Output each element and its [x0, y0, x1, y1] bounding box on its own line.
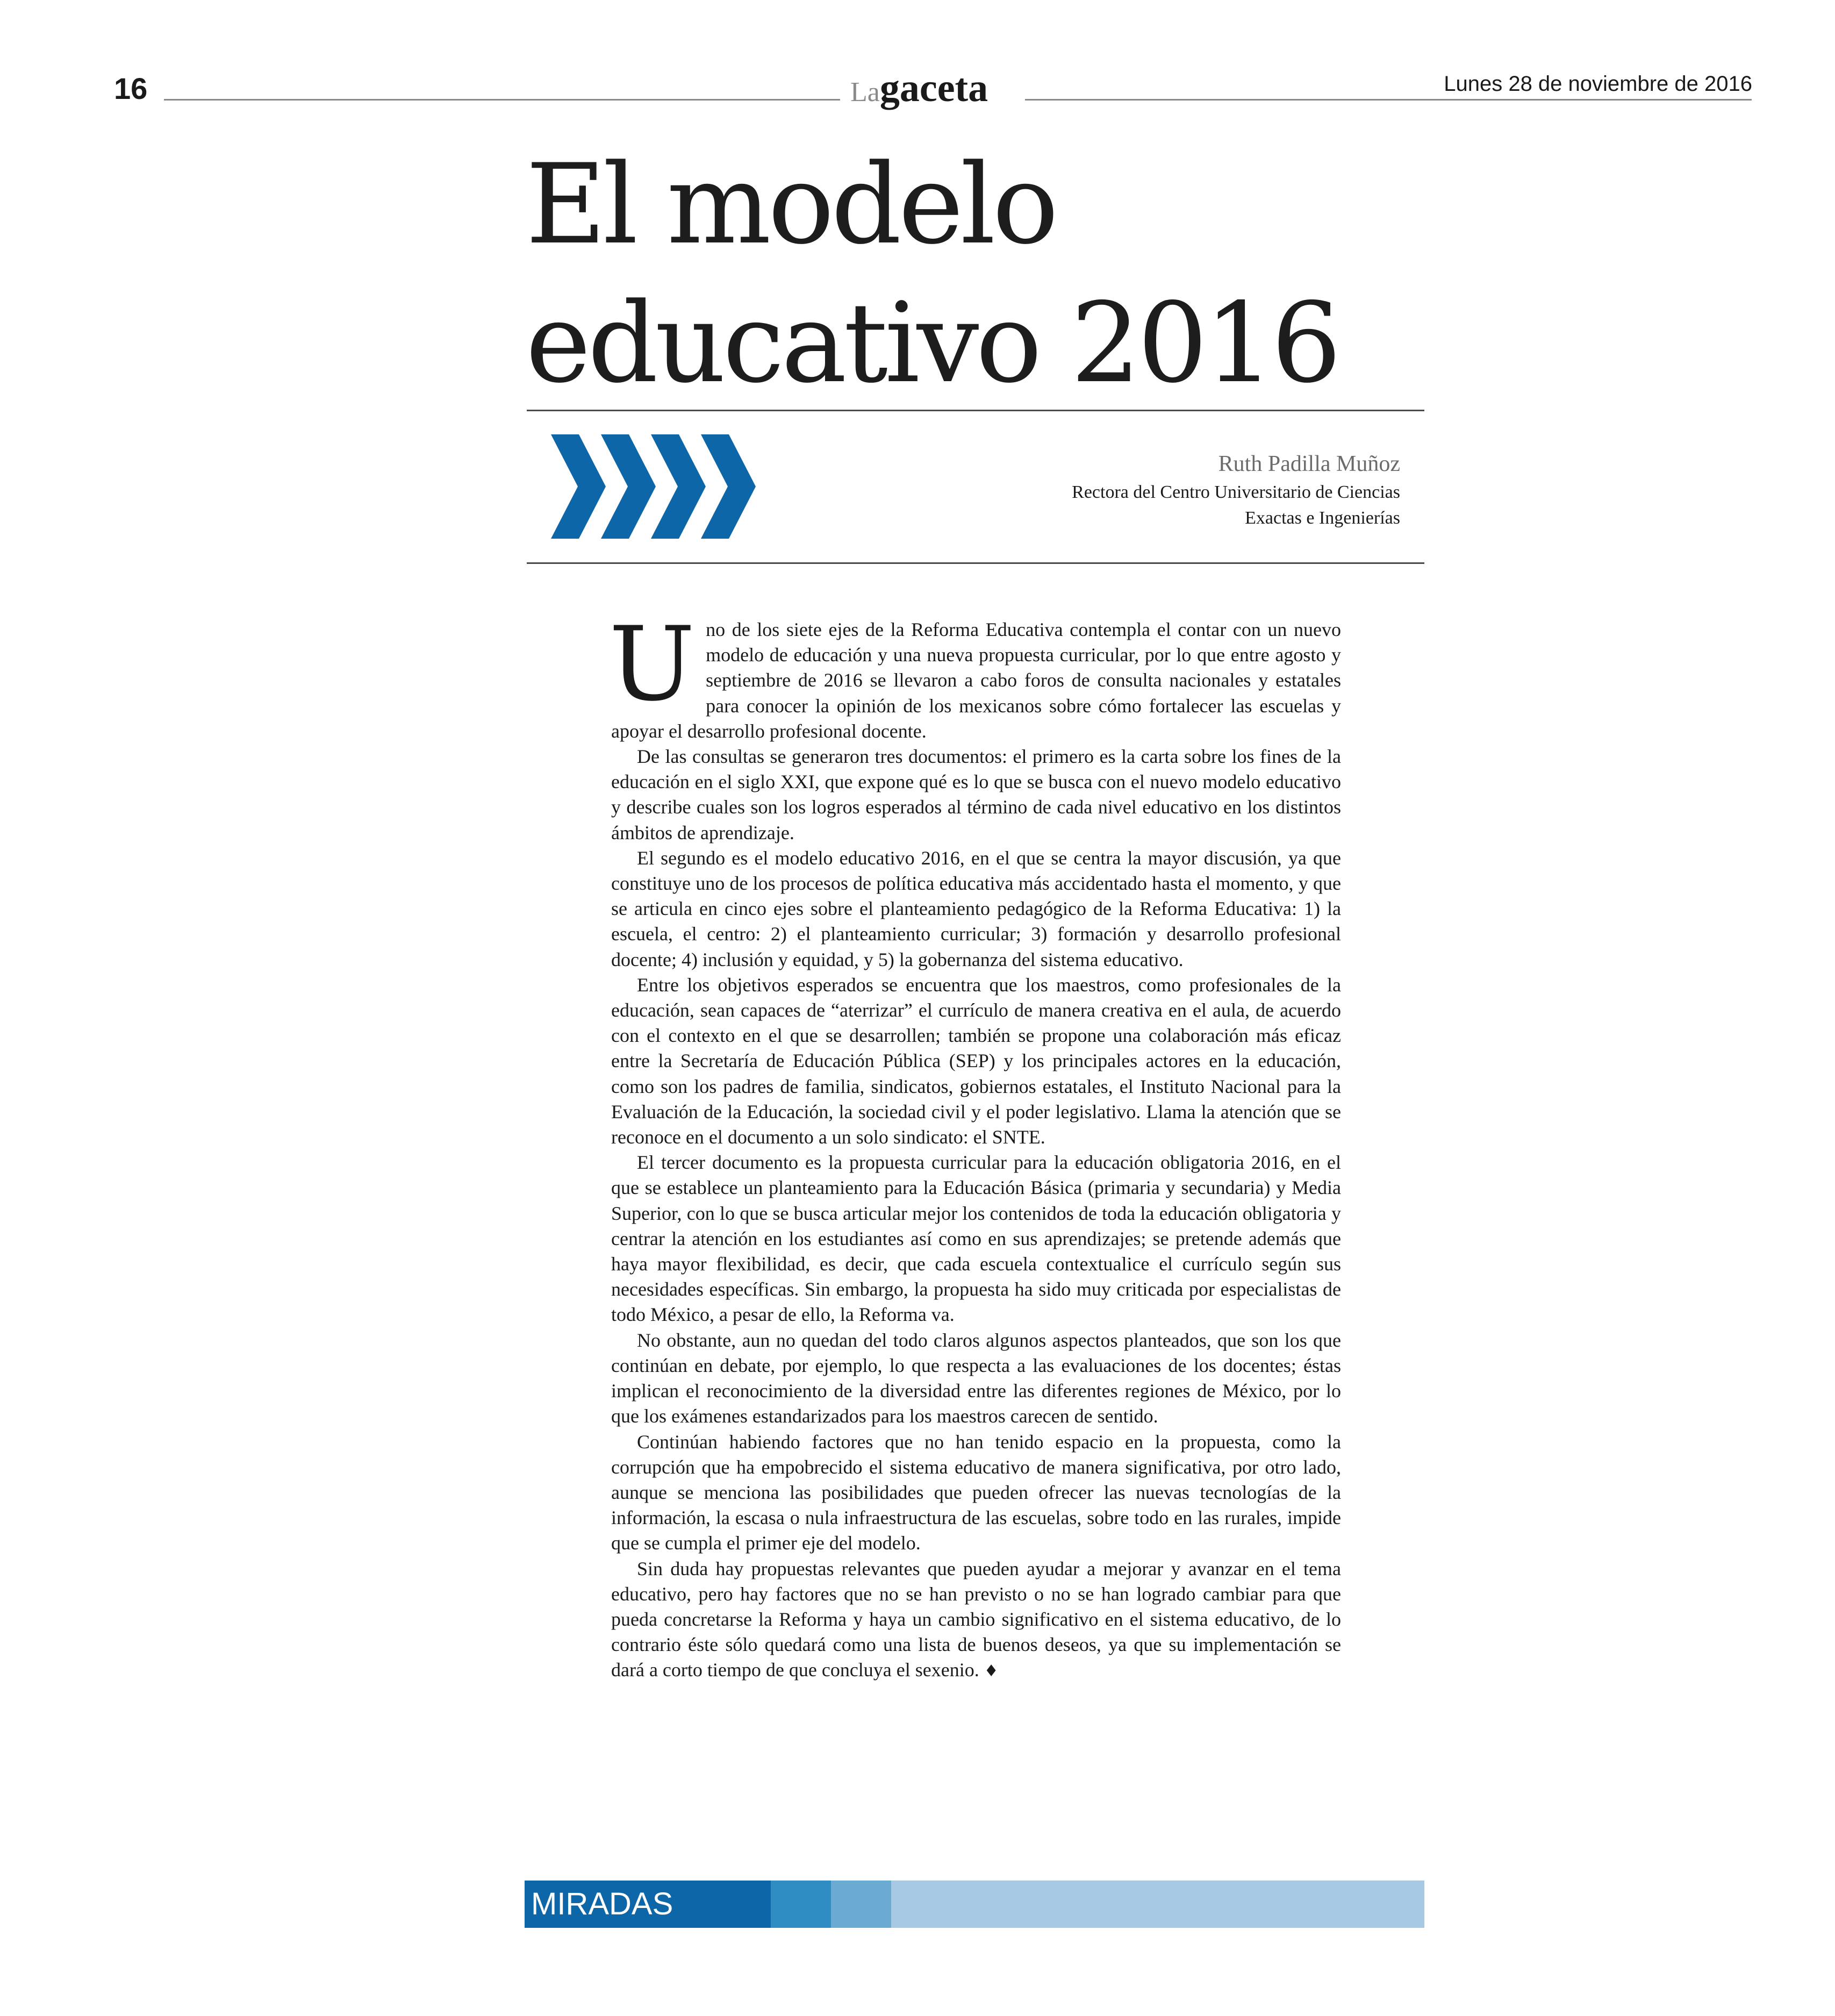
title-rule-top — [527, 410, 1424, 411]
article-paragraph: El tercer documento es la propuesta curricular para la educación obligatoria 2016, en el que se establece un planteamiento para la Educación Básica (primaria y secundaria) y Media Superior, con lo que se busca articular mejor los contenidos de toda la educación obligatoria y centrar la atención en los estudiantes así como en sus aprendizajes; se pretende además que haya mayor flexibilidad, es decir, que cada escuela contextualice el currículo según sus necesidades específicas. Sin embargo, la propuesta ha sido muy criticada por especialistas de todo México, a pesar de ello, la Reforma va. — [611, 1152, 1341, 1326]
chevron-right-icon — [551, 434, 606, 539]
article-paragraph: De las consultas se generaron tres documentos: el primero es la carta sobre los fines de la educación en el siglo XXI, que expone qué es lo que se busca con el nuevo modelo educativo y describe cuales son los logros esperados al término de cada nivel educativo en los distintos ámbitos de aprendizaje. — [611, 746, 1341, 843]
author-role-line-2: Exactas e Ingenierías — [1245, 508, 1400, 528]
title-rule-bottom — [527, 562, 1424, 564]
band-segment-pale — [891, 1881, 1424, 1928]
article-paragraph: El segundo es el modelo educativo 2016, en el que se centra la mayor discusión, ya que constituye uno de los procesos de política educativa más accidentado hasta el momento, y que se articula en cinco ejes sobre el planteamiento pedagógico de la Reforma Educativa: 1) la escuela, el centro: 2) el planteamiento curricular; 3) formación y desarrollo profesional docente; 4) inclusión y equidad, y 5) la gobernanza del sistema educativo. — [611, 847, 1341, 970]
header-rule-left — [164, 99, 840, 101]
masthead-prefix: La — [850, 77, 880, 108]
article-paragraph — [609, 605, 1341, 744]
chevron-right-icon — [701, 434, 756, 539]
author-role-line-1: Rectora del Centro Universitario de Ciencias — [1072, 482, 1400, 502]
article-body — [609, 605, 1341, 1684]
issue-date: Lunes 28 de noviembre de 2016 — [1444, 72, 1752, 96]
chevrons-icon — [551, 434, 756, 539]
paragraph-text: Sin duda hay propuestas relevantes que pueden ayudar a mejorar y avanzar en el tema educativo, pero hay factores que no se han previsto o no se han logrado cambiar para que pueda concretarse la Reforma y haya un cambio significativo en el sistema educativo, de lo contrario éste sólo quedará como una lista de buenos deseos, ya que su implementación se dará a corto tiempo de que concluya el sexenio. — [611, 1557, 1341, 1681]
section-band — [525, 1881, 1424, 1928]
masthead-name: gaceta — [879, 66, 988, 110]
page-number: 16 — [114, 72, 148, 105]
chevron-right-icon — [651, 434, 706, 539]
article-title-line-2: educativo 2016 — [526, 280, 1338, 408]
author-name: Ruth Padilla Muñoz — [1218, 452, 1400, 476]
article-title-line-1: El modelo — [526, 141, 1056, 269]
article-paragraph — [611, 1556, 1341, 1684]
diamond-icon: ♦ — [984, 1662, 999, 1681]
article-paragraph: Entre los objetivos esperados se encuentra que los maestros, como profesionales de la educación, sean capaces de “aterrizar” el currículo de manera creativa en el aula, de acuerdo con el contexto en el que se desarrollen; también se propone una colaboración más eficaz entre la Secretaría de Educación Pública (SEP) y los principales actores en la educación, como son los padres de familia, sindicatos, gobiernos estatales, el Instituto Nacional para la Evaluación de la Educación, la sociedad civil y el poder legislativo. Llama la atención que se reconoce en el documento a un solo sindicato: el SNTE. — [611, 974, 1341, 1148]
article-title — [526, 135, 1338, 413]
article-paragraph: Continúan habiendo factores que no han tenido espacio en la propuesta, como la corrupción que ha empobrecido el sistema educativo de manera significativa, por otro lado, aunque se menciona las posibilidades que pueden ofrecer las nuevas tecnologías de la información, la escasa o nula infraestructura de las escuelas, sobre todo en las rurales, impide que se cumpla el primer eje del modelo. — [611, 1431, 1341, 1554]
chevron-right-icon — [601, 434, 656, 539]
byline — [1072, 448, 1400, 531]
band-segment-light — [831, 1881, 891, 1928]
section-label: MIRADAS — [531, 1886, 673, 1921]
header-rule-right — [1025, 99, 1752, 101]
drop-cap: U — [609, 605, 696, 724]
band-segment-mid — [771, 1881, 831, 1928]
paragraph-text: no de los siete ejes de la Reforma Educativa contempla el contar con un nuevo modelo de educación y una nueva propuesta curricular, por lo que entre agosto y septiembre de 2016 se llevaron a cabo foros de consulta nacionales y estatales para conocer la opinión de los mexicanos sobre cómo fortalecer las escuelas y apoyar el desarrollo profesional docente. — [611, 619, 1341, 742]
article-paragraph: No obstante, aun no quedan del todo claros algunos aspectos planteados, que son los que continúan en debate, por ejemplo, lo que respecta a las evaluaciones de los docentes; éstas implican el reconocimiento de la diversidad entre las diferentes regiones de México, por lo que los exámenes estandarizados para los maestros carecen de sentido. — [611, 1329, 1341, 1427]
masthead — [850, 66, 988, 111]
